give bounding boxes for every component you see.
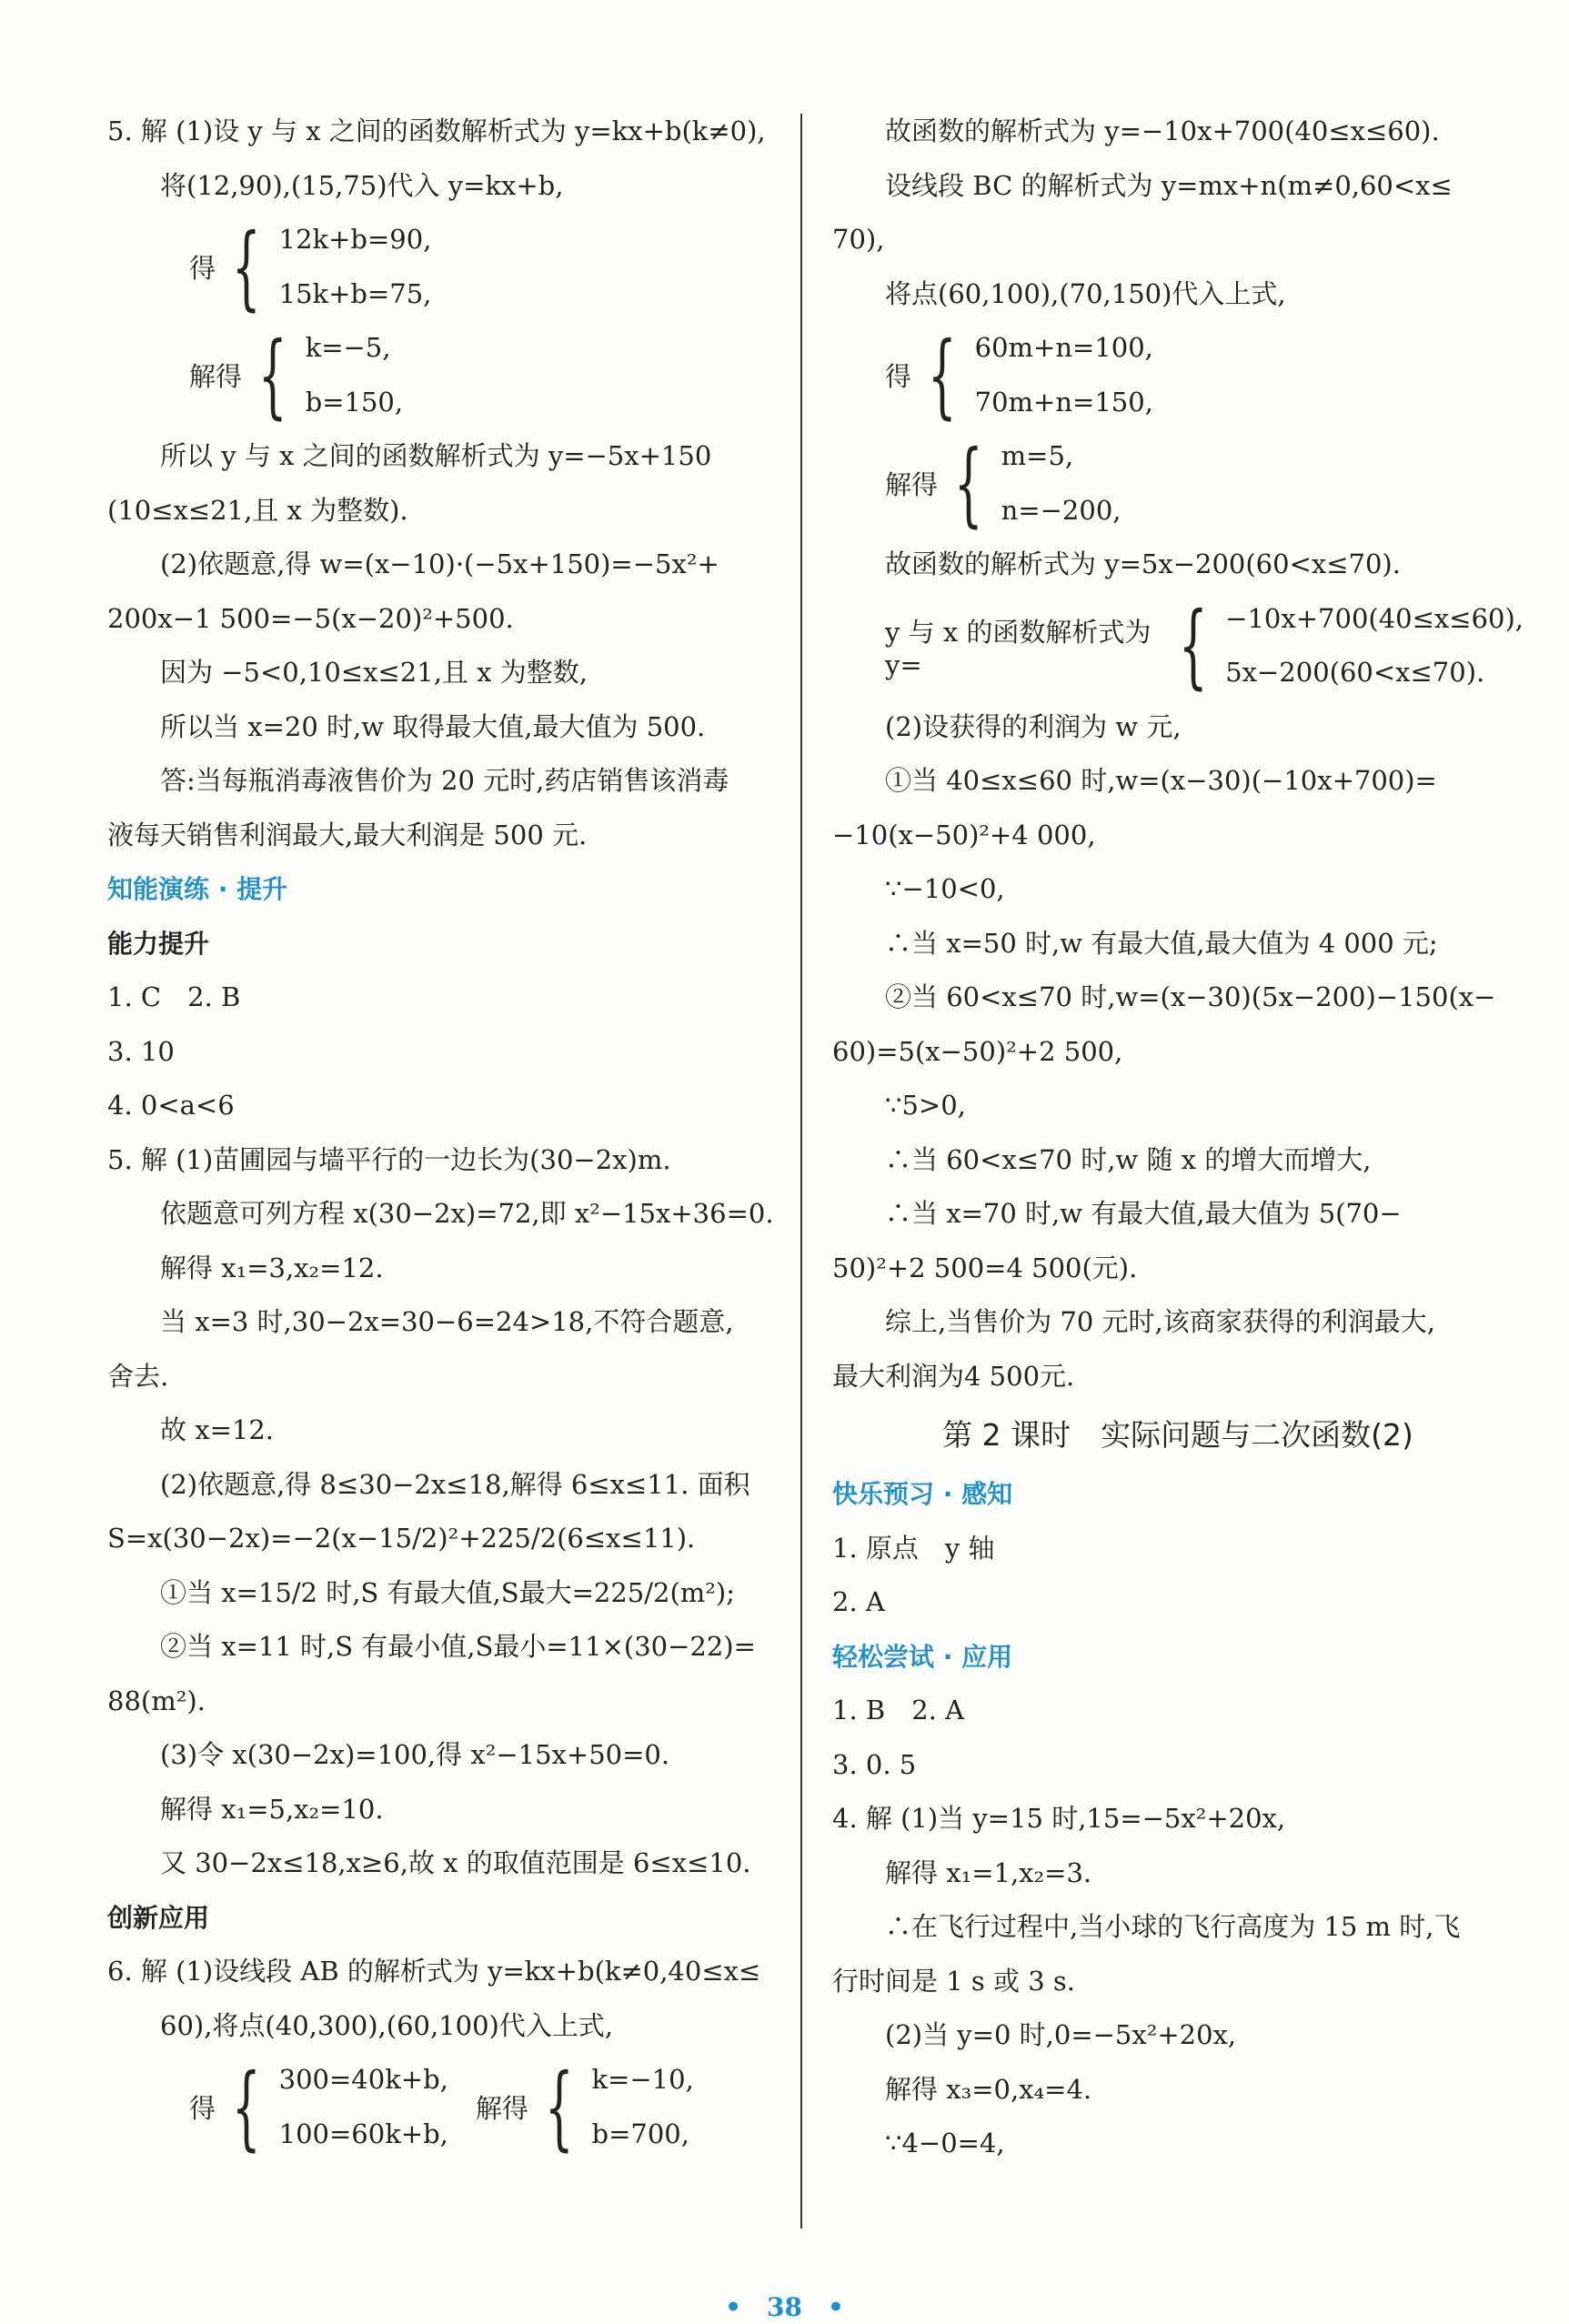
text-line: 故函数的解析式为 y=−10x+700(40≤x≤60).	[885, 116, 1440, 146]
text-line: 依题意可列方程 x(30−2x)=72,即 x²−15x+36=0.	[160, 1198, 774, 1229]
text-line: 因为 −5<0,10≤x≤21,且 x 为整数,	[160, 657, 588, 688]
answer-line: 4. 0<a<6	[107, 1090, 235, 1121]
text-line: ∵5>0,	[885, 1090, 966, 1121]
subsection-heading: 创新应用	[107, 1902, 210, 1933]
text-line: 4. 解 (1)当 y=15 时,15=−5x²+20x,	[832, 1803, 1286, 1834]
text-line: (10≤x≤21,且 x 为整数).	[107, 494, 408, 526]
text-line: ②当 60<x≤70 时,w=(x−30)(5x−200)−150(x−	[885, 981, 1496, 1012]
text-line: 解得 x₁=3,x₂=12.	[160, 1252, 384, 1283]
text-line: 故 x=12.	[160, 1414, 274, 1445]
text-line: 将(12,90),(15,75)代入 y=kx+b,	[160, 169, 564, 201]
text-line: ①当 40≤x≤60 时,w=(x−30)(−10x+700)=	[885, 765, 1437, 796]
text-line: (2)依题意,得 w=(x−10)·(−5x+150)=−5x²+	[160, 548, 719, 579]
text-line: 200x−1 500=−5(x−20)²+500.	[107, 602, 514, 634]
section-heading: 轻松尝试 · 应用	[832, 1641, 1013, 1672]
text-line: ∵4−0=4,	[885, 2128, 1005, 2158]
answer-line: 3. 0. 5	[832, 1748, 917, 1780]
answer-line: 1. C 2. B	[107, 981, 241, 1012]
text-line: 50)²+2 500=4 500(元).	[832, 1252, 1138, 1283]
text-line: 答:当每瓶消毒液售价为 20 元时,药店销售该消毒	[160, 765, 729, 796]
text-line: ∴在飞行过程中,当小球的飞行高度为 15 m 时,飞	[885, 1911, 1461, 1942]
text-line: ②当 x=11 时,S 有最小值,S最小=11×(30−22)=	[160, 1631, 756, 1662]
section-heading: 快乐预习 · 感知	[832, 1479, 1013, 1509]
text-line: 最大利润为4 500元.	[832, 1360, 1075, 1392]
text-line: ∵−10<0,	[885, 873, 1005, 904]
text-line: 解得 x₁=1,x₂=3.	[885, 1856, 1092, 1888]
answer-line: 3. 10	[107, 1035, 175, 1067]
text-line: ∴当 x=50 时,w 有最大值,最大值为 4 000 元;	[885, 927, 1438, 959]
text-line: 故函数的解析式为 y=5x−200(60<x≤70).	[885, 548, 1401, 579]
text-line: 舍去.	[107, 1360, 169, 1392]
equation-system: 得 { 60m+n=100, 70m+n=150,	[885, 321, 1153, 428]
text-line: −10(x−50)²+4 000,	[832, 819, 1096, 850]
text-line: 液每天销售利润最大,最大利润是 500 元.	[107, 819, 588, 850]
text-line: 所以 y 与 x 之间的函数解析式为 y=−5x+150	[160, 440, 712, 471]
answer-line: 1. B 2. A	[832, 1695, 965, 1725]
text-line: 60),将点(40,300),(60,100)代入上式,	[160, 2009, 614, 2041]
text-line: 60)=5(x−50)²+2 500,	[832, 1035, 1123, 1067]
text-line: 解得 x₃=0,x₄=4.	[885, 2073, 1092, 2105]
piecewise-function: y 与 x 的函数解析式为 y= { −10x+700(40≤x≤60), 5x−200(60<x≤70).	[885, 592, 1524, 699]
text-line: (2)设获得的利润为 w 元,	[885, 710, 1182, 742]
text-line: 将点(60,100),(70,150)代入上式,	[885, 277, 1286, 309]
subsection-heading: 能力提升	[107, 928, 210, 959]
text-line: (3)令 x(30−2x)=100,得 x²−15x+50=0.	[160, 1739, 670, 1770]
right-column	[832, 105, 1524, 2171]
equation-system: 解得 { k=−5, b=150,	[189, 321, 404, 428]
text-line: 70),	[832, 224, 885, 255]
text-line: 6. 解 (1)设线段 AB 的解析式为 y=kx+b(k≠0,40≤x≤	[107, 1956, 761, 1987]
answer-line: 1. 原点 y 轴	[832, 1532, 995, 1564]
page-number: • 38 •	[725, 2292, 844, 2322]
left-column	[107, 105, 799, 2161]
text-line: 又 30−2x≤18,x≥6,故 x 的取值范围是 6≤x≤10.	[160, 1847, 751, 1878]
equation-system: 解得 { m=5, n=−200,	[885, 429, 1121, 537]
text-line: 当 x=3 时,30−2x=30−6=24>18,不符合题意,	[160, 1306, 734, 1337]
text-line: 所以当 x=20 时,w 取得最大值,最大值为 500.	[160, 710, 706, 742]
text-line: 解得 x₁=5,x₂=10.	[160, 1793, 384, 1825]
text-line: (2)依题意,得 8≤30−2x≤18,解得 6≤x≤11. 面积	[160, 1468, 750, 1500]
column-divider	[800, 114, 802, 2228]
text-line: 行时间是 1 s 或 3 s.	[832, 1965, 1075, 1997]
section-heading: 知能演练 · 提升	[107, 874, 288, 904]
equation-system: 得 { 12k+b=90, 15k+b=75,	[189, 213, 432, 320]
lesson-title: 第 2 课时 实际问题与二次函数(2)	[942, 1417, 1413, 1453]
equation-system: 得 { 300=40k+b, 100=60k+b, 解得 { k=−10, b=700,	[189, 2053, 694, 2160]
text-line: 设线段 BC 的解析式为 y=mx+n(m≠0,60<x≤	[885, 169, 1453, 201]
text-line: 88(m²).	[107, 1685, 206, 1716]
text-line: 综上,当售价为 70 元时,该商家获得的利润最大,	[885, 1306, 1435, 1337]
text-line: ∴当 x=70 时,w 有最大值,最大值为 5(70−	[885, 1198, 1402, 1229]
text-line: 5. 解 (1)设 y 与 x 之间的函数解析式为 y=kx+b(k≠0),	[107, 116, 766, 146]
answer-line: 2. A	[832, 1586, 885, 1617]
text-line: 5. 解 (1)苗圃园与墙平行的一边长为(30−2x)m.	[107, 1143, 671, 1175]
text-line: ∴当 60<x≤70 时,w 随 x 的增大而增大,	[885, 1143, 1372, 1175]
text-line: ①当 x=15/2 时,S 有最大值,S最大=225/2(m²);	[160, 1576, 735, 1608]
text-line: (2)当 y=0 时,0=−5x²+20x,	[885, 2019, 1237, 2050]
text-line: S=x(30−2x)=−2(x−15/2)²+225/2(6≤x≤11).	[107, 1523, 696, 1554]
